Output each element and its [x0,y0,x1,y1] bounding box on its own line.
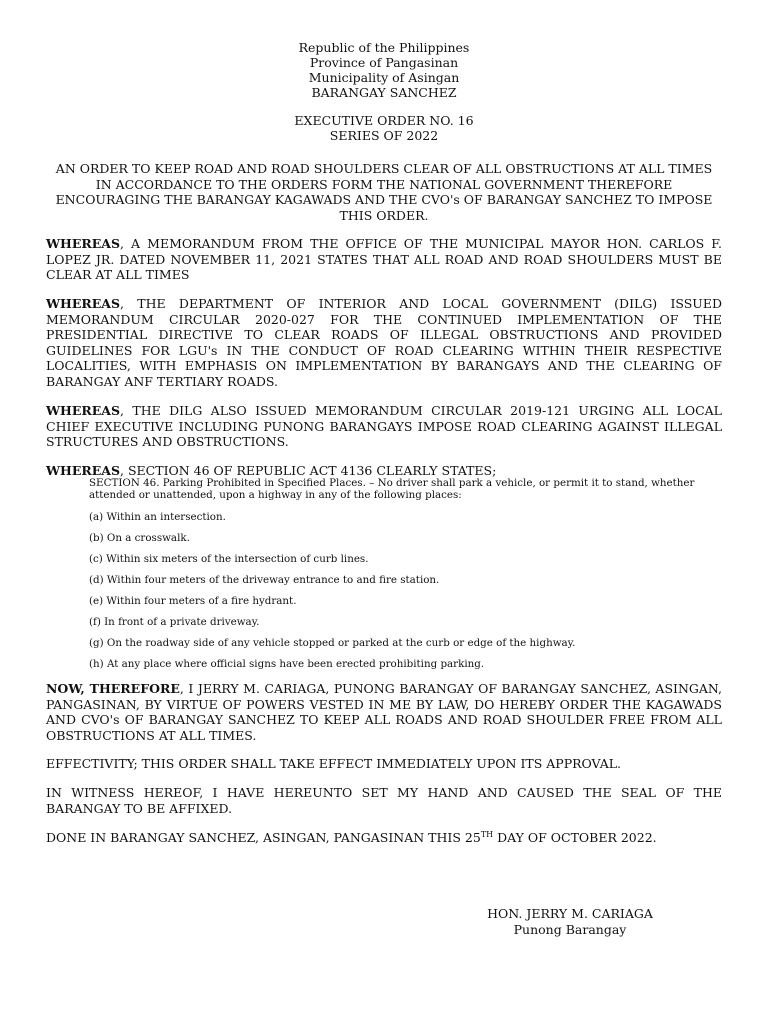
now-therefore-lead: NOW, THEREFORE [46,681,180,696]
done-text: DONE IN BARANGAY SANCHEZ, ASINGAN, PANGASINAN THIS 25 [46,830,481,845]
whereas-paragraph-3 [46,403,722,450]
signatory-position: Punong Barangay [513,922,627,937]
order-number-block [0,113,768,143]
order-series: SERIES OF 2022 [329,128,439,143]
order-number: EXECUTIVE ORDER NO. 16 [294,113,474,128]
effectivity-paragraph: EFFECTIVITY; THIS ORDER SHALL TAKE EFFECT IMMEDIATELY UPON ITS APPROVAL. [46,756,622,771]
whereas-text: , A MEMORANDUM FROM THE OFFICE OF THE MUNICIPAL MAYOR HON. CARLOS F. LOPEZ JR. DATED NOVEMBER 11, 2021 STATES THAT ALL ROAD AND ROAD SHOULDERS MUST BE CLEAR AT ALL TIMES [46,236,722,282]
done-text-end: DAY OF OCTOBER 2022. [493,830,657,845]
done-paragraph [46,830,722,846]
whereas-text: , THE DILG ALSO ISSUED MEMORANDUM CIRCULAR 2019-121 URGING ALL LOCAL CHIEF EXECUTIVE INCLUDING PUNONG BARANGAYS IMPOSE ROAD CLEARING AGAINST ILLEGAL STRUCTURES AND OBSTRUCTIONS. [46,403,722,449]
section-item: (c) Within six meters of the intersection of curb lines. [89,553,369,565]
header-province: Province of Pangasinan [309,55,459,70]
section-item: (g) On the roadway side of any vehicle stopped or parked at the curb or edge of the highway. [89,637,576,649]
whereas-lead: WHEREAS [46,403,121,418]
section-item: (a) Within an intersection. [89,511,226,523]
witness-paragraph: IN WITNESS HEREOF, I HAVE HEREUNTO SET MY HAND AND CAUSED THE SEAL OF THE BARANGAY TO BE AFFIXED. [46,785,722,816]
section-item: (e) Within four meters of a fire hydrant. [89,595,297,607]
whereas-text: , SECTION 46 OF REPUBLIC ACT 4136 CLEARLY STATES; [120,463,497,478]
section-46-intro: SECTION 46. Parking Prohibited in Specified Places. – No driver shall park a vehicle, or permit it to stand, whether attended or unattended, upon a highway in any of the following places: [89,477,695,501]
section-item: (b) On a crosswalk. [89,532,190,544]
whereas-paragraph-1 [46,236,722,283]
header-country: Republic of the Philippines [298,40,470,55]
ordinal-suffix: TH [480,829,494,839]
now-therefore-paragraph [46,681,722,743]
signature-block [480,906,660,938]
letterhead [0,40,768,100]
signatory-name: HON. JERRY M. CARIAGA [487,906,653,921]
whereas-lead: WHEREAS [46,296,121,311]
section-item: (h) At any place where official signs have been erected prohibiting parking. [89,658,485,670]
whereas-paragraph-2 [46,296,722,389]
header-barangay: BARANGAY SANCHEZ [311,85,457,100]
header-municipality: Municipality of Asingan [308,70,460,85]
whereas-lead: WHEREAS [46,463,121,478]
whereas-lead: WHEREAS [46,236,121,251]
section-item: (d) Within four meters of the driveway entrance to and fire station. [89,574,440,586]
order-title: AN ORDER TO KEEP ROAD AND ROAD SHOULDERS CLEAR OF ALL OBSTRUCTIONS AT ALL TIMES IN ACCORDANCE TO THE ORDERS FORM THE NATIONAL GOVERNMENT THEREFORE ENCOURAGING THE BARANGAY KAGAWADS AND THE CVO's OF BARANGAY SANCHEZ TO IMPOSE THIS ORDER. [55,161,713,223]
section-item: (f) In front of a private driveway. [89,616,260,628]
now-therefore-text: , I JERRY M. CARIAGA, PUNONG BARANGAY OF BARANGAY SANCHEZ, ASINGAN, PANGASINAN, BY VIRTUE OF POWERS VESTED IN ME BY LAW, DO HEREBY ORDER THE KAGAWADS AND CVO's OF BARANGAY SANCHEZ TO KEEP ALL ROADS AND ROAD SHOULDER FREE FROM ALL OBSTRUCTIONS AT ALL TIMES. [46,681,723,743]
whereas-text: , THE DEPARTMENT OF INTERIOR AND LOCAL GOVERNMENT (DILG) ISSUED MEMORANDUM CIRCULAR 2020-027 FOR THE CONTINUED IMPLEMENTATION OF THE PRESIDENTIAL DIRECTIVE TO CLEAR ROADS OF ILLEGAL OBSTRUCTIONS AND PROVIDED GUIDELINES FOR LGU's IN THE CONDUCT OF ROAD CLEARING WITHIN THEIR RESPECTIVE LOCALITIES, WITH EMPHASIS ON IMPLEMENTATION BY BARANGAYS AND THE CLEARING OF BARANGAY ANF TERTIARY ROADS. [46,296,722,389]
